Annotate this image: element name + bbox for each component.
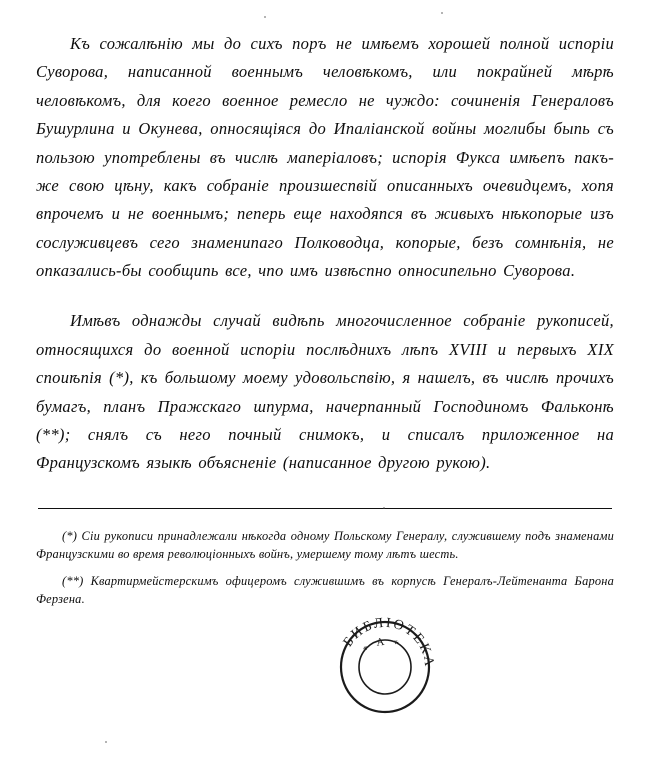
library-stamp	[330, 612, 440, 722]
footnote-1: (*) Сіи рукописи принадлежали нѣкогда одному Польскому Генералу, служившему подъ знаменами Французскими во время революціонныхъ войнъ, умершему тому лѣтъ шесть.	[36, 528, 614, 562]
paper-speck	[441, 12, 443, 14]
footnote-divider	[38, 508, 612, 509]
body-paragraph-2: Имѣвъ однажды случай видѣпь многочисленное собраніе рукописей, относящихся до военной испоріи послѣднихъ лѣпъ XVIII и первыхъ XIX споиѣпія (*), къ большому моему удовольспвію, я нашелъ, въ числѣ прочихъ бумагъ, планъ Пражскаго шпурма, начерпанный Господиномъ Фальконѣ (**); снялъ съ него почный снимокъ, и списалъ приложенное на Французскомъ языкѣ объясненіе (написанное другою рукою).	[36, 311, 614, 473]
footnote-2: (**) Квартирмейстерскимъ офицеромъ служившимъ въ корпусѣ Генералъ-Лейтенанта Барона Ферзена.	[36, 573, 614, 607]
paper-speck	[105, 741, 107, 743]
svg-text:БИБЛІОТЕКА: БИБЛІОТЕКА	[340, 615, 437, 669]
paper-speck	[383, 507, 385, 509]
svg-text:* А *: * А *	[360, 635, 403, 656]
body-paragraph-1: Къ сожалѣнію мы до сихъ поръ не имѣемъ хорошей полной испоріи Суворова, написанной военнымъ человѣкомъ, или покрайней мѣрѣ человѣкомъ, для коего военное ремесло не чуждо: сочиненія Генераловъ Бушурлина и Окунева, опносящіяся до Ипаліанской войны моглибы быпь съ пользою употреблены въ числѣ маперіаловъ; испорія Фукса имѣепъ пакъ-же свою цѣну, какъ собраніе произшеспвій описанныхъ очевидцемъ, хопя впрочемъ и не военнымъ; пеперь еще находяпся въ живыхъ нѣкопорые изъ сослуживцевъ сего знаменипаго Полководца, копорые, безъ сомнѣнія, не опказались-бы сообщипь все, чпо имъ извѣспно опносипельно Суворова.	[36, 34, 614, 280]
paper-speck	[264, 16, 266, 18]
